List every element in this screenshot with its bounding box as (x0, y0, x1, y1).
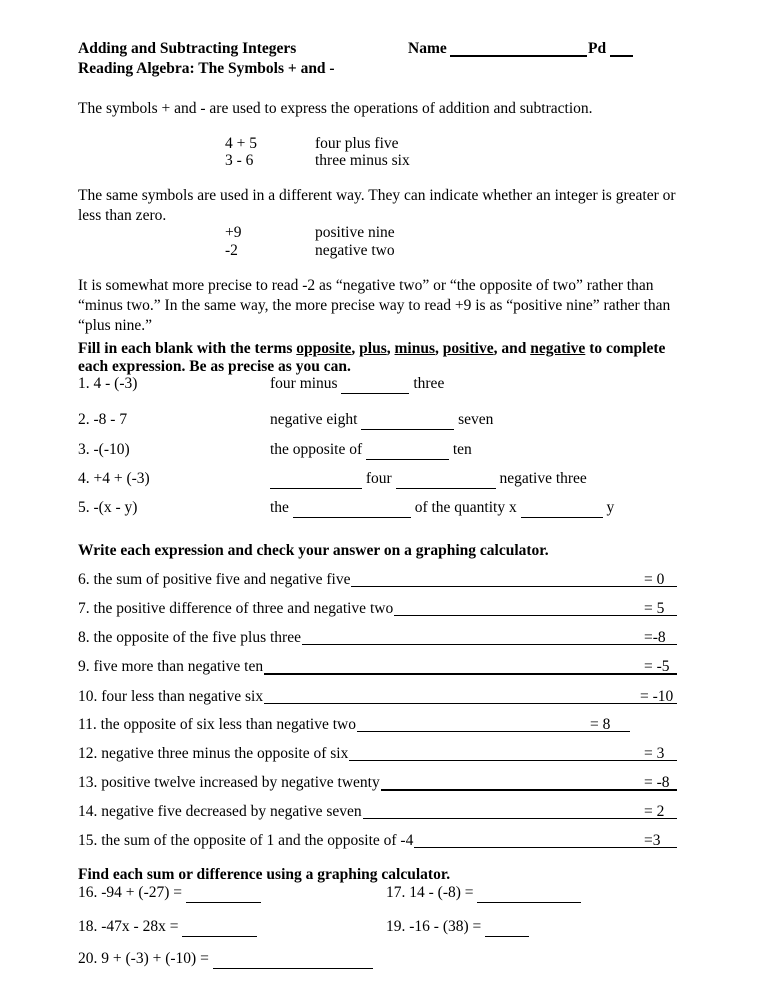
example-reading: positive nine (315, 224, 395, 241)
question-19-blank[interactable] (485, 918, 529, 937)
intro-paragraph-2: The same symbols are used in a different way. They can indicate whether an integer is greater or less than zero. (78, 187, 676, 224)
expression-item-8 (78, 629, 301, 647)
section-1-instruction: Fill in each blank with the terms opposite, plus, minus, positive, and negative to complete (78, 340, 666, 357)
expression-item-10 (78, 688, 263, 706)
question-20-blank[interactable] (213, 950, 373, 969)
term-negative: negative (530, 340, 586, 357)
expression-answer-line[interactable] (264, 703, 677, 704)
worksheet-subtitle: Reading Algebra: The Symbols + and - (78, 60, 335, 77)
term-minus: minus (394, 340, 436, 357)
period-label: Pd (588, 40, 607, 57)
question-4-blank-2[interactable] (396, 470, 496, 489)
expression-answer: = 8 (590, 716, 611, 733)
term-opposite: opposite (296, 340, 352, 357)
expression-item-text: 10. four less than negative six (78, 688, 264, 705)
expression-item-text: 12. negative three minus the opposite of six (78, 745, 349, 762)
term-plus: plus (359, 340, 387, 357)
expression-answer-line[interactable] (363, 818, 677, 819)
question-5-reading: the of the quantity x y (270, 499, 615, 516)
example-expression: +9 (225, 224, 242, 241)
expression-answer: = 2 (644, 803, 665, 820)
period-blank[interactable] (610, 55, 633, 57)
expression-item-text: 11. the opposite of six less than negative two (78, 716, 356, 733)
example-expression: -2 (225, 242, 238, 259)
question-5-blank-2[interactable] (521, 499, 603, 518)
question-18: 18. -47x - 28x = (78, 918, 257, 937)
question-19: 19. -16 - (38) = (386, 918, 529, 937)
question-2-blank[interactable] (361, 411, 454, 430)
example-reading: three minus six (315, 152, 410, 169)
section-2-instruction: Write each expression and check your answer on a graphing calculator. (78, 542, 549, 559)
question-4-reading: four negative three (270, 470, 587, 489)
expression-item-15 (78, 832, 413, 850)
expression-item-7 (78, 600, 393, 618)
expression-item-6 (78, 571, 350, 589)
worksheet-title: Adding and Subtracting Integers (78, 40, 297, 57)
expression-item-11 (78, 716, 356, 734)
example-reading: negative two (315, 242, 395, 259)
question-1-reading: four minus three (270, 375, 445, 392)
section-1-instruction-cont: each expression. Be as precise as you can. (78, 358, 351, 375)
expression-item-14 (78, 803, 362, 821)
expression-item-13 (78, 774, 380, 792)
expression-answer-line[interactable] (264, 673, 677, 675)
question-18-blank[interactable] (182, 918, 257, 937)
expression-item-text: 9. five more than negative ten (78, 658, 264, 675)
question-5-expression: 5. -(x - y) (78, 499, 138, 516)
expression-answer: = -5 (644, 658, 670, 675)
expression-answer-line[interactable] (414, 847, 677, 848)
question-20: 20. 9 + (-3) + (-10) = (78, 950, 373, 969)
intro-paragraph-3: It is somewhat more precise to read -2 as “negative two” or “the opposite of two” rather than “minus two.” In the same way, the more precise way to read +9 is as “positive nine” rather than “plus nine.” (78, 277, 671, 334)
expression-item-9 (78, 658, 263, 676)
expression-answer: = 5 (644, 600, 665, 617)
question-4-blank-1[interactable] (270, 470, 362, 489)
question-3-blank[interactable] (366, 441, 449, 460)
expression-item-text: 13. positive twelve increased by negative twenty (78, 774, 380, 791)
intro-paragraph-1: The symbols + and - are used to express the operations of addition and subtraction. (78, 100, 593, 117)
expression-item-text: 6. the sum of positive five and negative five (78, 571, 351, 588)
expression-answer-line[interactable] (351, 586, 677, 587)
question-16: 16. -94 + (-27) = (78, 884, 261, 903)
question-3-expression: 3. -(-10) (78, 441, 130, 458)
question-4-expression: 4. +4 + (-3) (78, 470, 150, 487)
expression-item-text: 7. the positive difference of three and negative two (78, 600, 394, 617)
question-5-blank-1[interactable] (293, 499, 411, 518)
expression-answer: =-8 (644, 629, 666, 646)
expression-item-text: 15. the sum of the opposite of 1 and the opposite of -4 (78, 832, 414, 849)
term-positive: positive (442, 340, 494, 357)
name-label: Name (408, 40, 447, 57)
expression-answer: = 0 (644, 571, 665, 588)
expression-answer: = -8 (644, 774, 670, 791)
example-expression: 4 + 5 (225, 135, 257, 152)
question-1-expression: 1. 4 - (-3) (78, 375, 138, 392)
question-17-blank[interactable] (477, 884, 581, 903)
example-reading: four plus five (315, 135, 399, 152)
expression-answer-line[interactable] (381, 789, 677, 791)
expression-item-text: 14. negative five decreased by negative seven (78, 803, 362, 820)
section-3-instruction: Find each sum or difference using a graphing calculator. (78, 866, 451, 883)
question-1-blank[interactable] (341, 375, 409, 394)
expression-answer-line[interactable] (302, 644, 677, 645)
expression-answer-line[interactable] (394, 615, 677, 616)
question-2-reading: negative eight seven (270, 411, 494, 428)
expression-answer: = 3 (644, 745, 665, 762)
question-16-blank[interactable] (186, 884, 261, 903)
expression-item-text: 8. the opposite of the five plus three (78, 629, 301, 646)
expression-answer: = -10 (640, 688, 674, 705)
question-3-reading: the opposite of ten (270, 441, 472, 458)
expression-answer: =3 (644, 832, 661, 849)
example-expression: 3 - 6 (225, 152, 254, 169)
expression-item-12 (78, 745, 348, 763)
question-17: 17. 14 - (-8) = (386, 884, 581, 903)
expression-answer-line[interactable] (349, 760, 677, 761)
name-blank[interactable] (450, 55, 587, 57)
question-2-expression: 2. -8 - 7 (78, 411, 128, 428)
